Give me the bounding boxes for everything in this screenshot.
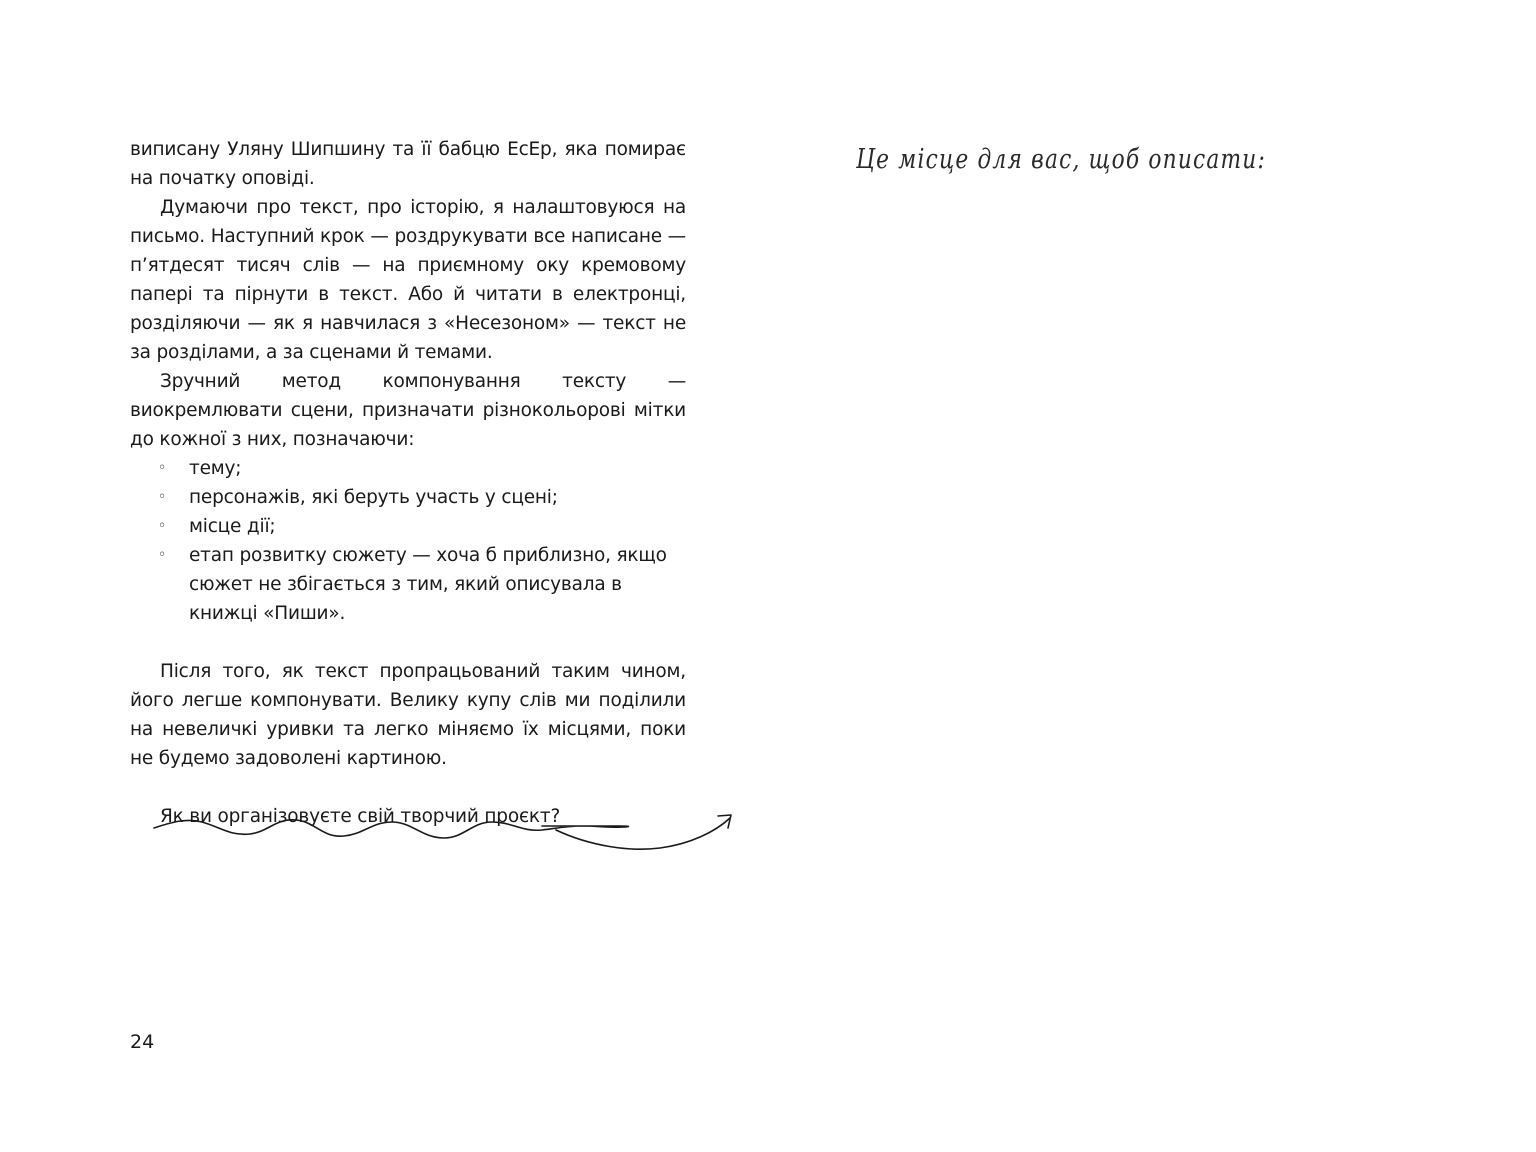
wavy-arrow-icon: [150, 808, 740, 858]
page-number: 24: [130, 1031, 155, 1053]
spacer: [130, 773, 686, 802]
list-item-text: етап розвитку сюжету — хоча б приблизно, якщо сюжет не збігається з тим, який описувала в книжці «Пиши».: [189, 545, 667, 624]
bullet-list: [130, 454, 686, 628]
paragraph-2: Думаючи про текст, про історію, я налаштовуюся на письмо. Наступний крок — роздрукувати все написане — п’ятдесят тисяч слів — на приємному оку кремовому папері та пірнути в текст. Або й читати в електронці, розділяючи — як я навчилася з «Несезоном» — текст не за розділами, а за сценами й темами.: [130, 197, 686, 363]
paragraph-4: Після того, як текст пропрацьований таким чином, його легше компонувати. Велику купу слів ми поділили на невеличкі уривки та легко міняємо їх місцями, поки не будемо задоволені картиною.: [130, 661, 686, 769]
bullet-marker: ◦: [158, 518, 167, 534]
list-item: [130, 483, 686, 512]
list-item: [130, 454, 686, 483]
paragraph-1: виписану Уляну Шипшину та її бабцю ЕсЕр, яка помирає на початку оповіді.: [130, 139, 686, 189]
list-item: [130, 512, 686, 541]
list-item-text: персонажів, які беруть участь у сцені;: [189, 487, 558, 508]
wavy-line: [154, 820, 628, 838]
spacer: [130, 628, 686, 657]
handwritten-note: [852, 128, 1292, 188]
bullet-marker: ◦: [158, 460, 167, 476]
list-item: [130, 541, 686, 628]
handwritten-note-text: Це місце для вас, щоб описати:: [855, 144, 1266, 175]
bullet-marker: ◦: [158, 547, 167, 563]
list-item-text: тему;: [189, 458, 242, 479]
curved-arrow-line: [556, 818, 730, 849]
list-item-text: місце дії;: [189, 516, 276, 537]
paragraph-3: Зручний метод компонування тексту — виокремлювати сцени, призначати різнокольорові мітки до кожної з них, позначаючи:: [130, 371, 686, 450]
bullet-marker: ◦: [158, 489, 167, 505]
left-page: [130, 135, 686, 831]
question-prompt: Як ви організовуєте свій творчий проєкт?: [160, 806, 561, 827]
